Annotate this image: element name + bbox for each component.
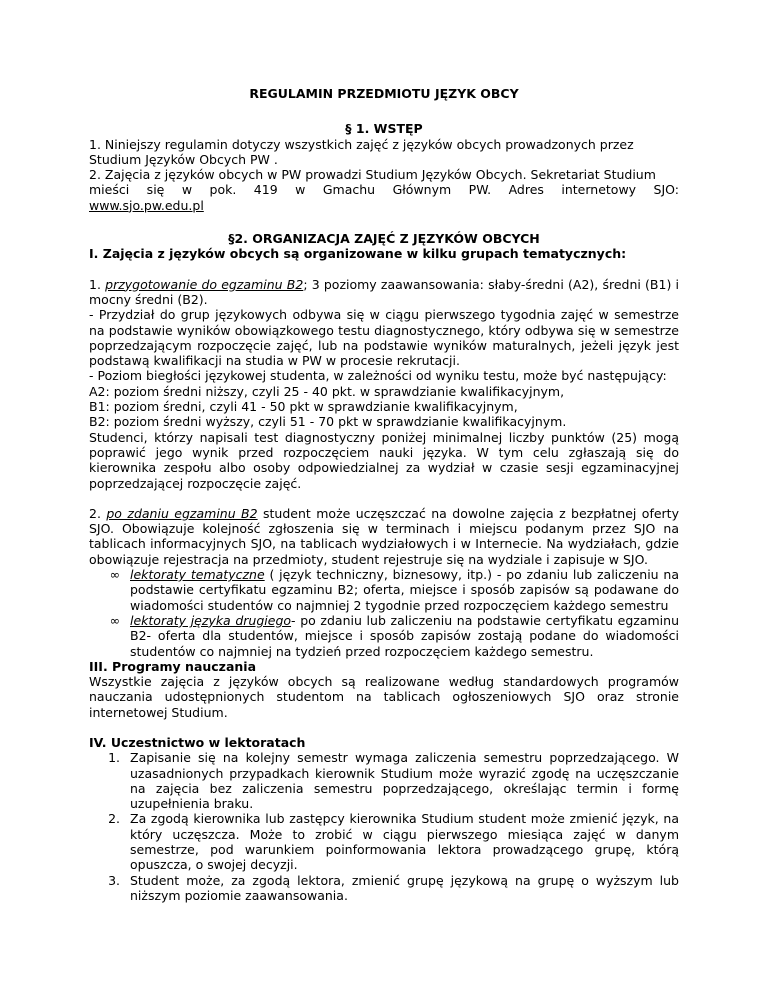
section-4-item-3-number: 3. bbox=[108, 872, 120, 888]
level-b1: B1: poziom średni, czyli 41 - 50 pkt w sprawdzianie kwalifikacyjnym, bbox=[89, 399, 518, 415]
item-1-assignment-paragraph: - Przydział do grup językowych odbywa się w ciągu pierwszego tygodnia zajęć w semestrze na podstawie wyników obowiązkowego testu diagnostycznego, który odbywa się w semestrze poprzedzającym rozpoczęcie zajęć, lub na podstawie wyników maturalnych, jeżeli język jest podstawą kwalifikacji na studia w PW w procesie rekrutacji. bbox=[89, 307, 679, 369]
item-2-text: student może uczęszczać na dowolne zajęcia z bezpłatnej oferty SJO. Obowiązuje kolejność zgłoszenia się w terminach i miejscu podanym przez SJO na tablicach informacyjnych SJO, na tablicach wydziałowych i w Internecie. Na wydziałach, gdzie obowiązuje rejestracja na przedmioty, student rejestruje się na wydziale i zapisuje w SJO. bbox=[89, 505, 679, 567]
section-4-item-2-text: Za zgodą kierownika lub zastępcy kierownika Studium student może zmienić język, na który uczęszcza. Może to zrobić w ciągu pierwszego miesiąca zajęć w danym semestrze, pod warunkiem poinformowania lektora prowadzącego grupę, którą opuszcza, o swojej decyzji. bbox=[130, 811, 679, 873]
section-4-item-1-number: 1. bbox=[108, 750, 120, 766]
section-4-item-1 bbox=[89, 750, 679, 811]
section-4-item-2-number: 2. bbox=[108, 811, 120, 827]
section-1-paragraph-1: 1. Niniejszy regulamin dotyczy wszystkich zajęć z języków obcych prowadzonych przez Studium Języków Obcych PW . bbox=[89, 136, 634, 167]
infinity-bullet-icon: ∞ bbox=[109, 567, 120, 583]
item-2-number: 2. bbox=[89, 505, 101, 521]
item-2-term: po zdaniu egzaminu B2 bbox=[106, 505, 258, 521]
sjo-website-link[interactable]: www.sjo.pw.edu.pl bbox=[89, 197, 204, 213]
bullet-text-thematic: ( język techniczny, biznesowy, itp.) - po zdaniu lub zaliczeniu na podstawie certyfikatu egzaminu B2; oferta, miejsce i sposób zapisów są podawane do wiadomości studentów co najmniej 2 tygodnie przed rozpoczęciem każdego semestru bbox=[130, 567, 680, 613]
item-1-paragraph bbox=[89, 277, 679, 308]
section-2-heading: §2. ORGANIZACJA ZAJĘĆ Z JĘZYKÓW OBCYCH bbox=[228, 231, 540, 247]
item-2-paragraph bbox=[89, 506, 679, 567]
bullet-item-second-language bbox=[89, 613, 679, 659]
item-1-retake-paragraph: Studenci, którzy napisali test diagnostyczny poniżej minimalnej liczby punktów (25) mogą poprawić jego wynik przed rozpoczęciem nauki języka. W tym celu zgłaszają się do kierownika zespołu albo osoby odpowiedzialnej za wydział w czasie sesji egzaminacyjnej poprzedzającej rozpoczęcie zajęć. bbox=[89, 429, 679, 491]
document-title: REGULAMIN PRZEDMIOTU JĘZYK OBCY bbox=[249, 86, 519, 101]
section-4-item-1-text: Zapisanie się na kolejny semestr wymaga zaliczenia semestru poprzedzającego. W uzasadnionych przypadkach kierownik Studium może wyrazić zgodę na uczęszczanie na zajęcia bez zaliczenia semestru poprzedzającego, określając termin i formę uzupełnienia braku. bbox=[130, 750, 679, 812]
section-2-subheading: I. Zajęcia z języków obcych są organizowane w kilku grupach tematycznych: bbox=[89, 246, 627, 262]
item-1-text: ; 3 poziomy zaawansowania: słaby-średni (A2), średni (B1) i mocny średni (B2). bbox=[89, 276, 679, 307]
bullet-text-second-language: - po zdaniu lub zaliczeniu na podstawie certyfikatu egzaminu B2- oferta dla studentów, miejsce i sposób zapisów zostają podane do wiadomości studentów co najmniej na tydzień przed rozpoczęciem każdego semestru. bbox=[130, 612, 679, 659]
section-4-item-2 bbox=[89, 811, 679, 872]
level-b2: B2: poziom średni wyższy, czyli 51 - 70 pkt w sprawdzianie kwalifikacyjnym. bbox=[89, 414, 567, 430]
level-a2: A2: poziom średni niższy, czyli 25 - 40 pkt. w sprawdzianie kwalifikacyjnym, bbox=[89, 383, 565, 399]
item-1-term: przygotowanie do egzaminu B2 bbox=[105, 276, 304, 292]
section-1-heading: § 1. WSTĘP bbox=[345, 121, 423, 137]
bullet-item-thematic bbox=[89, 567, 679, 613]
item-1-level-paragraph: - Poziom biegłości językowej studenta, w zależności od wyniku testu, może być następujący: bbox=[89, 368, 667, 384]
bullet-term-thematic: lektoraty tematyczne bbox=[130, 567, 265, 583]
section-1-paragraph-2-line-1: 2. Zajęcia z języków obcych w PW prowadzi Studium Języków Obcych. Sekretariat Studium bbox=[89, 167, 656, 183]
section-4-heading: IV. Uczestnictwo w lektoratach bbox=[89, 734, 306, 750]
item-1-number: 1. bbox=[89, 276, 101, 292]
document-page bbox=[89, 0, 679, 903]
infinity-bullet-icon: ∞ bbox=[109, 612, 120, 628]
section-1-paragraph-2-line-2: mieści się w pok. 419 w Gmachu Głównym PW. Adres internetowy SJO: bbox=[89, 182, 679, 198]
section-3-heading: III. Programy nauczania bbox=[89, 658, 257, 674]
bullet-term-second-language: lektoraty języka drugiego bbox=[130, 612, 292, 628]
section-3-text: Wszystkie zajęcia z języków obcych są realizowane według standardowych programów nauczania udostępnionych studentom na tablicach ogłoszeniowych SJO oraz stronie internetowej Studium. bbox=[89, 674, 679, 720]
section-4-item-3-text: Student może, za zgodą lektora, zmienić grupę językową na grupę o wyższym lub niższym poziomie zaawansowania. bbox=[130, 872, 679, 903]
section-4-item-3 bbox=[89, 873, 679, 904]
